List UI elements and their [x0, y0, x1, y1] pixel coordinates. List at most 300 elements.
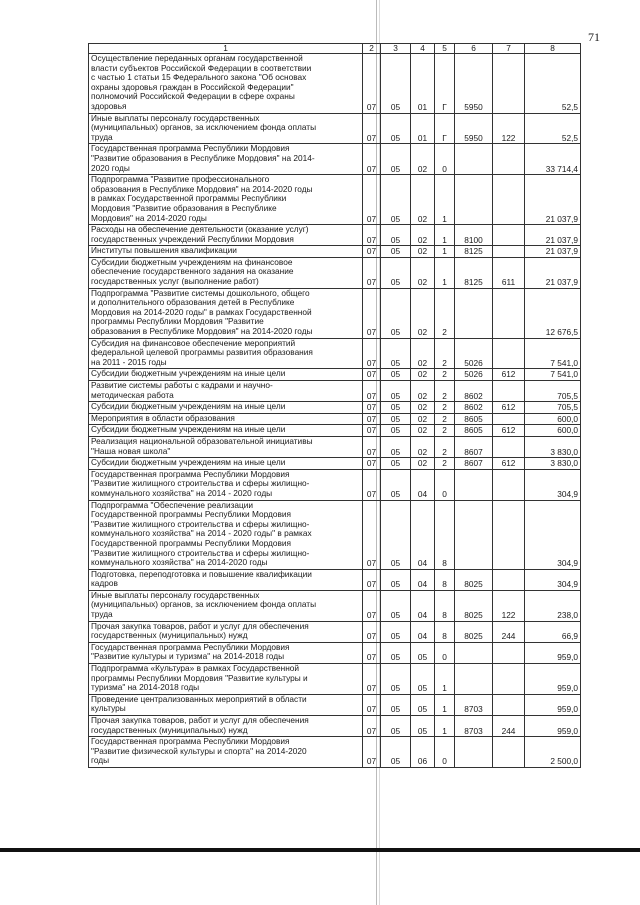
amount: 7 541,0	[525, 338, 581, 369]
amount: 66,9	[525, 621, 581, 642]
expense-type-code	[493, 225, 525, 246]
row-description	[89, 338, 363, 369]
description-line: полномочий Российской Федерации в сфере охраны	[91, 91, 295, 102]
program-code: 02	[411, 144, 435, 175]
description-line: Осуществление переданных органам государственной	[91, 53, 303, 63]
table-row	[89, 113, 581, 144]
row-description	[89, 175, 363, 225]
row-description	[89, 500, 363, 569]
subsection-code: 05	[381, 590, 411, 621]
section-code: 07	[363, 144, 381, 175]
target-item-code	[455, 175, 493, 225]
row-description	[89, 381, 363, 402]
subsection-code: 05	[381, 288, 411, 338]
target-item-code: 5950	[455, 54, 493, 114]
subprogram-code: 2	[435, 338, 455, 369]
description-line: государственных (муниципальных) нужд	[91, 630, 248, 641]
program-code: 02	[411, 458, 435, 470]
description-line: Подпрограмма "Развитие профессионального	[91, 174, 270, 185]
target-item-code: 8703	[455, 694, 493, 715]
description-line: Иные выплаты персоналу государственных	[91, 112, 260, 123]
description-line: Прочая закупка товаров, работ и услуг для обеспечения	[91, 715, 309, 725]
expense-type-code	[493, 642, 525, 663]
description-line: "Развитие жилищного строительства и сферы жилищно-	[91, 478, 310, 489]
amount: 959,0	[525, 642, 581, 663]
header-cell: 1	[89, 44, 363, 54]
description-line: программы Республики Мордовия "Развитие	[91, 316, 264, 327]
expense-type-code	[493, 144, 525, 175]
subsection-code: 05	[381, 469, 411, 500]
subsection-code: 05	[381, 257, 411, 288]
subsection-code: 05	[381, 413, 411, 425]
description-line: Субсидии бюджетным учреждениям на иные цели	[91, 457, 286, 468]
target-item-code: 8605	[455, 413, 493, 425]
section-code: 07	[363, 664, 381, 695]
header-cell: 5	[435, 44, 455, 54]
target-item-code: 8703	[455, 716, 493, 737]
section-code: 07	[363, 257, 381, 288]
subprogram-code: 1	[435, 246, 455, 258]
expense-type-code: 244	[493, 621, 525, 642]
expense-type-code: 612	[493, 425, 525, 437]
description-line: с частью 1 статьи 15 Федерального закона "Об основах	[91, 72, 307, 83]
description-line: власти субъектов Российской Федерации в соответствии	[91, 62, 312, 73]
description-line: культуры	[91, 703, 126, 714]
description-line: коммунального хозяйства" на 2014 - 2020 годы	[91, 487, 273, 498]
description-line: государственных (муниципальных) нужд	[91, 724, 248, 735]
row-description	[89, 54, 363, 114]
table-row	[89, 737, 581, 768]
header-cell: 6	[455, 44, 493, 54]
expense-type-code: 612	[493, 402, 525, 414]
description-line: здоровья	[91, 100, 127, 111]
program-code: 04	[411, 590, 435, 621]
description-line: Развитие системы работы с кадрами и научно-	[91, 380, 273, 390]
expense-type-code	[493, 500, 525, 569]
description-line: труда	[91, 609, 113, 620]
expense-type-code	[493, 288, 525, 338]
subprogram-code: 1	[435, 257, 455, 288]
description-line: кадров	[91, 578, 118, 589]
description-line: методическая работа	[91, 389, 174, 400]
subsection-code: 05	[381, 144, 411, 175]
subsection-code: 05	[381, 737, 411, 768]
target-item-code	[455, 737, 493, 768]
description-line: образования в Республике Мордовия" на 2014-2020 годы	[91, 326, 313, 337]
expense-type-code	[493, 413, 525, 425]
description-line: годы	[91, 755, 110, 766]
description-line: на 2011 - 2015 годы	[91, 356, 167, 367]
target-item-code: 5026	[455, 369, 493, 381]
row-description	[89, 144, 363, 175]
header-cell: 3	[381, 44, 411, 54]
target-item-code: 8125	[455, 257, 493, 288]
header-row	[89, 44, 581, 54]
subprogram-code: 2	[435, 458, 455, 470]
amount: 52,5	[525, 54, 581, 114]
row-description	[89, 737, 363, 768]
table-row	[89, 246, 581, 258]
row-description	[89, 369, 363, 381]
description-line: Субсидии бюджетным учреждениям на иные цели	[91, 368, 286, 379]
header-cell: 4	[411, 44, 435, 54]
target-item-code: 8125	[455, 246, 493, 258]
table-row	[89, 621, 581, 642]
section-code: 07	[363, 338, 381, 369]
amount: 21 037,9	[525, 175, 581, 225]
program-code: 02	[411, 381, 435, 402]
section-code: 07	[363, 413, 381, 425]
subprogram-code: 1	[435, 175, 455, 225]
description-line: Государственная программа Республики Мордовия	[91, 468, 290, 479]
subsection-code: 05	[381, 642, 411, 663]
description-line: Субсидии бюджетным учреждениям на иные цели	[91, 424, 286, 435]
target-item-code: 8607	[455, 436, 493, 457]
table-row	[89, 225, 581, 246]
row-description	[89, 664, 363, 695]
amount: 52,5	[525, 113, 581, 144]
description-line: Государственная программа Республики Мордовия	[91, 143, 290, 154]
description-line: Подпрограмма "Обеспечение реализации	[91, 499, 254, 510]
subprogram-code: 2	[435, 381, 455, 402]
row-description	[89, 642, 363, 663]
description-line: Реализация национальной образовательной инициативы	[91, 435, 313, 446]
expense-type-code: 612	[493, 458, 525, 470]
expense-type-code: 122	[493, 113, 525, 144]
header-cell: 8	[525, 44, 581, 54]
description-line: Институты повышения квалификации	[91, 245, 237, 256]
amount: 7 541,0	[525, 369, 581, 381]
description-line: Мордовия" на 2014-2020 годы	[91, 212, 207, 223]
subsection-code: 05	[381, 381, 411, 402]
program-code: 01	[411, 113, 435, 144]
table-row	[89, 288, 581, 338]
description-line: Подпрограмма «Культура» в рамках Государственной	[91, 663, 300, 674]
amount: 21 037,9	[525, 225, 581, 246]
table-body	[89, 54, 581, 768]
description-line: государственных учреждений Республики Мордовия	[91, 233, 294, 244]
subprogram-code: 0	[435, 144, 455, 175]
target-item-code: 8602	[455, 402, 493, 414]
target-item-code: 8602	[455, 381, 493, 402]
subprogram-code: 2	[435, 425, 455, 437]
program-code: 05	[411, 716, 435, 737]
section-code: 07	[363, 590, 381, 621]
amount: 959,0	[525, 716, 581, 737]
subprogram-code: Г	[435, 54, 455, 114]
description-line: Подготовка, переподготовка и повышение квалификации	[91, 568, 312, 579]
description-line: программы Республики Мордовия "Развитие культуры и	[91, 672, 308, 683]
row-description	[89, 436, 363, 457]
subprogram-code: 1	[435, 225, 455, 246]
budget-table	[88, 43, 581, 768]
subprogram-code: 2	[435, 436, 455, 457]
target-item-code: 5026	[455, 338, 493, 369]
description-line: (муниципальных) органов, за исключением фонда оплаты	[91, 122, 317, 133]
table-row	[89, 257, 581, 288]
section-code: 07	[363, 381, 381, 402]
description-line: в рамках Государственной программы Республики	[91, 193, 287, 204]
section-code: 07	[363, 621, 381, 642]
program-code: 01	[411, 54, 435, 114]
description-line: обеспечение государственного задания на оказание	[91, 266, 294, 277]
subsection-code: 05	[381, 425, 411, 437]
section-code: 07	[363, 225, 381, 246]
program-code: 02	[411, 246, 435, 258]
header-cell: 2	[363, 44, 381, 54]
subprogram-code: 8	[435, 500, 455, 569]
table-row	[89, 469, 581, 500]
subsection-code: 05	[381, 664, 411, 695]
subsection-code: 05	[381, 500, 411, 569]
row-description	[89, 590, 363, 621]
subsection-code: 05	[381, 225, 411, 246]
section-code: 07	[363, 246, 381, 258]
section-code: 07	[363, 175, 381, 225]
description-line: и дополнительного образования детей в Республике	[91, 297, 295, 308]
description-line: федеральной целевой программы развития образования	[91, 347, 313, 358]
row-description	[89, 246, 363, 258]
table-row	[89, 338, 581, 369]
row-description	[89, 569, 363, 590]
description-line: охраны здоровья граждан в Российской Федерации"	[91, 81, 294, 92]
subprogram-code: 8	[435, 590, 455, 621]
section-code: 07	[363, 436, 381, 457]
program-code: 02	[411, 402, 435, 414]
subprogram-code: 1	[435, 716, 455, 737]
subsection-code: 05	[381, 694, 411, 715]
table-row	[89, 425, 581, 437]
amount: 3 830,0	[525, 436, 581, 457]
description-line: туризма" на 2014-2018 годы	[91, 682, 200, 693]
program-code: 02	[411, 175, 435, 225]
program-code: 04	[411, 500, 435, 569]
row-description	[89, 469, 363, 500]
row-description	[89, 425, 363, 437]
page-number: 71	[588, 30, 600, 44]
table-row	[89, 694, 581, 715]
program-code: 02	[411, 225, 435, 246]
section-code: 07	[363, 694, 381, 715]
bottom-scan-rule	[0, 848, 640, 852]
subprogram-code: 1	[435, 664, 455, 695]
amount: 600,0	[525, 413, 581, 425]
amount: 12 676,5	[525, 288, 581, 338]
table-row	[89, 458, 581, 470]
expense-type-code	[493, 338, 525, 369]
amount: 959,0	[525, 664, 581, 695]
description-line: "Развитие жилищного строительства и сферы жилищно-	[91, 518, 310, 529]
table-row	[89, 590, 581, 621]
section-code: 07	[363, 458, 381, 470]
program-code: 02	[411, 338, 435, 369]
amount: 21 037,9	[525, 257, 581, 288]
section-code: 07	[363, 500, 381, 569]
target-item-code	[455, 469, 493, 500]
table-row	[89, 144, 581, 175]
table-row	[89, 413, 581, 425]
description-line: Субсидии бюджетным учреждениям на финансовое	[91, 256, 293, 267]
program-code: 02	[411, 436, 435, 457]
program-code: 04	[411, 469, 435, 500]
subsection-code: 05	[381, 369, 411, 381]
section-code: 07	[363, 716, 381, 737]
row-description	[89, 694, 363, 715]
description-line: Мордовия "Развитие образования в Республике	[91, 202, 277, 213]
expense-type-code	[493, 694, 525, 715]
description-line: коммунального хозяйства" на 2014-2020 годы	[91, 557, 268, 568]
description-line: (муниципальных) органов, за исключением фонда оплаты	[91, 599, 317, 610]
expense-type-code: 611	[493, 257, 525, 288]
description-line: Государственной программы Республики Мордовия	[91, 509, 292, 520]
row-description	[89, 458, 363, 470]
table-row	[89, 569, 581, 590]
description-line: "Наша новая школа"	[91, 445, 171, 456]
subsection-code: 05	[381, 569, 411, 590]
description-line: "Развитие культуры и туризма" на 2014-2018 годы	[91, 651, 285, 662]
amount: 304,9	[525, 569, 581, 590]
description-line: Государственная программа Республики Мордовия	[91, 641, 290, 652]
target-item-code	[455, 500, 493, 569]
subsection-code: 05	[381, 716, 411, 737]
amount: 33 714,4	[525, 144, 581, 175]
header-cell: 7	[493, 44, 525, 54]
row-description	[89, 413, 363, 425]
description-line: Мордовия на 2014-2020 годы" в рамках Государственной	[91, 306, 312, 317]
description-line: государственных услуг (выполнение работ)	[91, 276, 259, 287]
amount: 600,0	[525, 425, 581, 437]
description-line: "Развитие жилищного строительства и сферы жилищно-	[91, 547, 310, 558]
table-row	[89, 402, 581, 414]
program-code: 02	[411, 288, 435, 338]
description-line: труда	[91, 131, 113, 142]
row-description	[89, 257, 363, 288]
subprogram-code: 0	[435, 469, 455, 500]
program-code: 02	[411, 369, 435, 381]
description-line: Подпрограмма "Развитие системы дошкольного, общего	[91, 287, 310, 298]
target-item-code: 8605	[455, 425, 493, 437]
description-line: Государственной программы Республики Мордовия	[91, 537, 292, 548]
expense-type-code: 244	[493, 716, 525, 737]
description-line: образования в Республике Мордовия" на 2014-2020 годы	[91, 183, 313, 194]
description-line: Иные выплаты персоналу государственных	[91, 589, 260, 600]
program-code: 04	[411, 569, 435, 590]
row-description	[89, 225, 363, 246]
expense-type-code	[493, 246, 525, 258]
subsection-code: 05	[381, 113, 411, 144]
target-item-code: 8607	[455, 458, 493, 470]
subsection-code: 05	[381, 338, 411, 369]
target-item-code	[455, 664, 493, 695]
program-code: 02	[411, 413, 435, 425]
expense-type-code	[493, 664, 525, 695]
target-item-code	[455, 144, 493, 175]
section-code: 07	[363, 569, 381, 590]
description-line: 2020 годы	[91, 162, 130, 173]
row-description	[89, 288, 363, 338]
section-code: 07	[363, 402, 381, 414]
table-row	[89, 664, 581, 695]
subsection-code: 05	[381, 246, 411, 258]
expense-type-code	[493, 737, 525, 768]
subprogram-code: 2	[435, 369, 455, 381]
expense-type-code	[493, 469, 525, 500]
subprogram-code: 2	[435, 402, 455, 414]
subsection-code: 05	[381, 402, 411, 414]
amount: 238,0	[525, 590, 581, 621]
subprogram-code: 0	[435, 642, 455, 663]
row-description	[89, 621, 363, 642]
subsection-code: 05	[381, 175, 411, 225]
subprogram-code: 0	[435, 737, 455, 768]
section-code: 07	[363, 737, 381, 768]
expense-type-code	[493, 381, 525, 402]
subprogram-code: 8	[435, 621, 455, 642]
program-code: 06	[411, 737, 435, 768]
description-line: Прочая закупка товаров, работ и услуг для обеспечения	[91, 620, 309, 631]
subprogram-code: Г	[435, 113, 455, 144]
amount: 304,9	[525, 500, 581, 569]
target-item-code: 8025	[455, 621, 493, 642]
section-code: 07	[363, 113, 381, 144]
section-code: 07	[363, 288, 381, 338]
subsection-code: 05	[381, 621, 411, 642]
table-row	[89, 381, 581, 402]
subprogram-code: 2	[435, 413, 455, 425]
target-item-code: 5950	[455, 113, 493, 144]
description-line: Мероприятия в области образования	[91, 412, 235, 423]
program-code: 02	[411, 257, 435, 288]
target-item-code: 8100	[455, 225, 493, 246]
expense-type-code	[493, 569, 525, 590]
amount: 2 500,0	[525, 737, 581, 768]
table-row	[89, 175, 581, 225]
target-item-code: 8025	[455, 569, 493, 590]
row-description	[89, 113, 363, 144]
amount: 3 830,0	[525, 458, 581, 470]
target-item-code	[455, 288, 493, 338]
row-description	[89, 716, 363, 737]
section-code: 07	[363, 642, 381, 663]
section-code: 07	[363, 469, 381, 500]
subprogram-code: 8	[435, 569, 455, 590]
description-line: Субсидия на финансовое обеспечение мероприятий	[91, 337, 296, 348]
subsection-code: 05	[381, 436, 411, 457]
subsection-code: 05	[381, 458, 411, 470]
description-line: "Развитие образования в Республике Мордовия" на 2014-	[91, 152, 315, 163]
program-code: 05	[411, 664, 435, 695]
row-description	[89, 402, 363, 414]
amount: 304,9	[525, 469, 581, 500]
expense-type-code	[493, 175, 525, 225]
description-line: Государственная программа Республики Мордовия	[91, 736, 290, 747]
expense-type-code	[493, 54, 525, 114]
description-line: Проведение централизованных мероприятий в области	[91, 693, 307, 704]
description-line: коммунального хозяйства" на 2014 - 2020 годы" в рамках	[91, 528, 312, 539]
amount: 959,0	[525, 694, 581, 715]
table-row	[89, 642, 581, 663]
subprogram-code: 1	[435, 694, 455, 715]
table-row	[89, 54, 581, 114]
subprogram-code: 2	[435, 288, 455, 338]
target-item-code	[455, 642, 493, 663]
expense-type-code: 122	[493, 590, 525, 621]
target-item-code: 8025	[455, 590, 493, 621]
description-line: Расходы на обеспечение деятельности (оказание услуг)	[91, 224, 309, 235]
table-row	[89, 369, 581, 381]
expense-type-code	[493, 436, 525, 457]
amount: 705,5	[525, 381, 581, 402]
